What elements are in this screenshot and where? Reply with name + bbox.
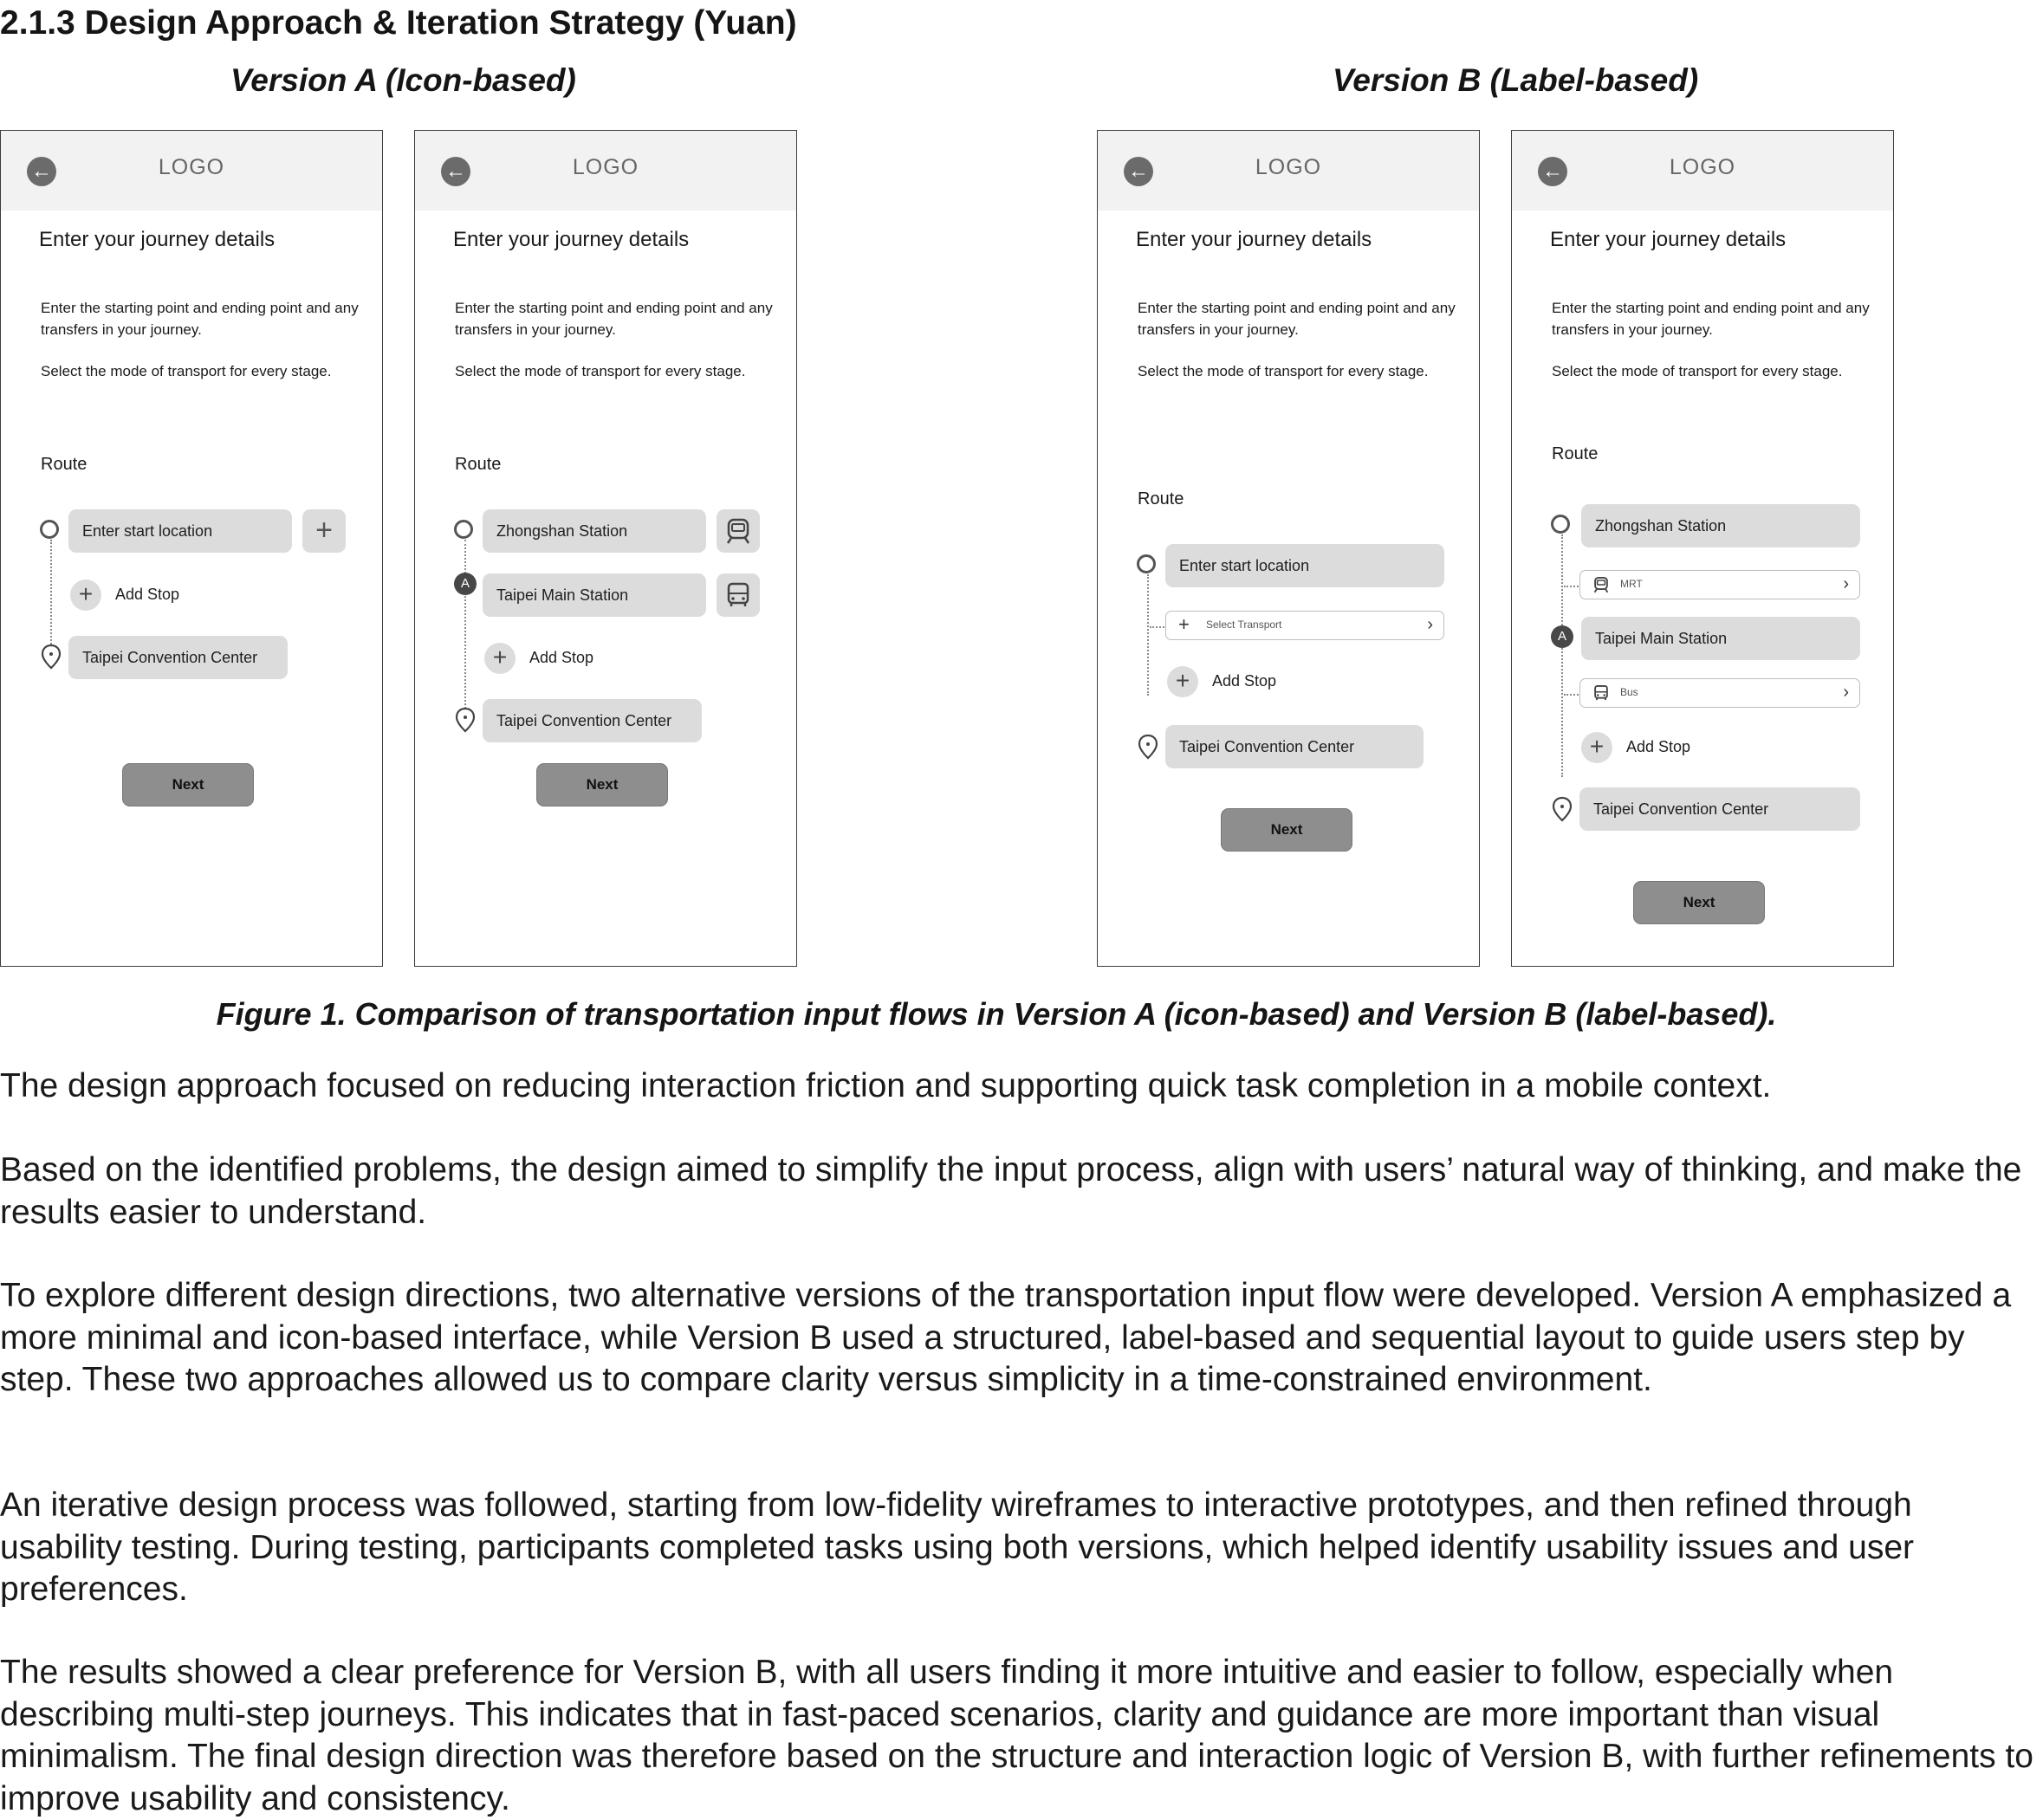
destination-pin-icon xyxy=(40,644,62,670)
app-header xyxy=(415,131,796,210)
add-transport-button[interactable]: + xyxy=(302,509,346,553)
instruction-text: Select the mode of transport for every stage. xyxy=(455,363,746,379)
metro-icon[interactable] xyxy=(717,509,760,553)
next-button[interactable]: Next xyxy=(1221,808,1352,852)
start-node-icon xyxy=(40,520,59,539)
bus-icon xyxy=(1592,683,1610,702)
next-button[interactable]: Next xyxy=(1633,881,1765,924)
start-location-input[interactable]: Enter start location xyxy=(1165,544,1444,587)
destination-input[interactable]: Taipei Convention Center xyxy=(68,636,288,679)
app-header xyxy=(1098,131,1479,210)
start-location-input[interactable]: Zhongshan Station xyxy=(483,509,706,553)
screen-heading: Enter your journey details xyxy=(39,228,276,251)
version-b-title: Version B (Label-based) xyxy=(1333,62,1699,98)
add-stop-button[interactable]: Add Stop xyxy=(1626,738,1691,755)
add-stop-button[interactable]: Add Stop xyxy=(115,586,180,603)
back-arrow-icon[interactable]: ← xyxy=(441,157,470,186)
plus-icon[interactable]: + xyxy=(70,580,101,611)
wireframe-version-b-screen-2 xyxy=(1511,130,1894,967)
body-paragraph: An iterative design process was followed, starting from low-fidelity wireframes to interactive prototypes, and then refined through usability testing. During testing, participants completed tasks using both versions, which helped identify usability issues and user preferences. xyxy=(0,1486,1915,1608)
transport-placeholder: Select Transport xyxy=(1206,619,1282,631)
next-button[interactable]: Next xyxy=(122,763,254,806)
route-label: Route xyxy=(455,455,502,474)
logo: LOGO xyxy=(1669,155,1736,179)
instruction-text: Enter the starting point and ending point and any transfers in your journey. xyxy=(1552,300,1870,338)
screen-heading: Enter your journey details xyxy=(1136,228,1372,251)
wireframe-version-a-screen-2 xyxy=(414,130,797,967)
start-node-icon xyxy=(1551,515,1570,534)
chevron-right-icon: › xyxy=(1427,615,1433,634)
destination-input[interactable]: Taipei Convention Center xyxy=(1579,787,1860,831)
metro-icon xyxy=(1592,574,1610,593)
stop-a-badge: A xyxy=(1551,625,1573,648)
instruction-text: Enter the starting point and ending point and any transfers in your journey. xyxy=(455,300,773,338)
transport-label: MRT xyxy=(1620,578,1643,590)
version-a-title: Version A (Icon-based) xyxy=(230,62,576,98)
start-location-input[interactable]: Zhongshan Station xyxy=(1581,504,1860,547)
plus-icon: + xyxy=(1178,613,1190,635)
instruction-text: Select the mode of transport for every stage. xyxy=(1552,363,1843,379)
next-button[interactable]: Next xyxy=(536,763,668,806)
instruction-text: Enter the starting point and ending point and any transfers in your journey. xyxy=(1138,300,1456,338)
start-node-icon xyxy=(454,520,473,539)
destination-pin-icon xyxy=(1137,734,1159,760)
connector-tick xyxy=(1564,694,1579,696)
route-label: Route xyxy=(1552,444,1599,463)
route-connector xyxy=(464,540,466,726)
logo: LOGO xyxy=(1255,155,1322,179)
wireframe-version-b-screen-1 xyxy=(1097,130,1480,967)
route-connector xyxy=(50,540,52,661)
add-stop-button[interactable]: Add Stop xyxy=(1212,672,1277,690)
start-location-input[interactable]: Enter start location xyxy=(68,509,292,553)
stop-location-input[interactable]: Taipei Main Station xyxy=(483,573,706,617)
body-paragraph: To explore different design directions, two alternative versions of the transportation input flow were developed. Version A emphasized a more minimal and icon-based interface, while Version B used a structured, label-based and sequential layout to guide users step by step. These two approaches allowed us to compare clarity versus simplicity in a time-constrained environment. xyxy=(0,1277,2012,1398)
add-stop-button[interactable]: Add Stop xyxy=(529,649,594,666)
transport-selector-mrt[interactable] xyxy=(1579,570,1860,599)
wireframe-version-a-screen-1 xyxy=(0,130,383,967)
logo: LOGO xyxy=(158,155,225,179)
logo: LOGO xyxy=(572,155,639,179)
plus-icon[interactable]: + xyxy=(1581,732,1612,763)
destination-pin-icon xyxy=(1551,796,1573,822)
back-arrow-icon[interactable]: ← xyxy=(1124,157,1153,186)
screen-heading: Enter your journey details xyxy=(1550,228,1787,251)
route-connector xyxy=(1561,534,1563,777)
chevron-right-icon: › xyxy=(1843,574,1849,593)
destination-pin-icon xyxy=(454,707,477,733)
app-header xyxy=(1,131,382,210)
back-arrow-icon[interactable]: ← xyxy=(1538,157,1567,186)
instruction-text: Enter the starting point and ending point and any transfers in your journey. xyxy=(41,300,359,338)
screen-heading: Enter your journey details xyxy=(453,228,690,251)
body-paragraph: The results showed a clear preference for Version B, with all users finding it more intuitive and easier to follow, especially when describing multi-step journeys. This indicates that in fast-paced scenarios, clarity and guidance are more important than visual minimalism. The final design direction was therefore based on the structure and interaction logic of Version B, with further refinements to improve usability and consistency. xyxy=(0,1654,2033,1817)
section-title: 2.1.3 Design Approach & Iteration Strategy (Yuan) xyxy=(0,4,797,42)
stop-location-input[interactable]: Taipei Main Station xyxy=(1581,617,1860,660)
plus-icon[interactable]: + xyxy=(484,643,516,674)
app-header xyxy=(1512,131,1893,210)
destination-input[interactable]: Taipei Convention Center xyxy=(1165,725,1424,768)
start-node-icon xyxy=(1137,554,1156,573)
figure-caption: Figure 1. Comparison of transportation input flows in Version A (icon-based) and Version B (label-based). xyxy=(216,996,1777,1032)
instruction-text: Select the mode of transport for every stage. xyxy=(1138,363,1429,379)
route-label: Route xyxy=(1138,489,1184,508)
body-paragraph: Based on the identified problems, the design aimed to simplify the input process, align with users’ natural way of thinking, and make the results easier to understand. xyxy=(0,1151,2022,1231)
bus-icon[interactable] xyxy=(717,573,760,617)
route-connector xyxy=(1147,574,1149,696)
body-paragraph: The design approach focused on reducing interaction friction and supporting quick task completion in a mobile context. xyxy=(0,1067,1772,1104)
chevron-right-icon: › xyxy=(1843,683,1849,702)
connector-tick xyxy=(1150,626,1164,628)
plus-icon[interactable]: + xyxy=(1167,666,1198,697)
instruction-text: Select the mode of transport for every stage. xyxy=(41,363,332,379)
stop-a-badge: A xyxy=(454,573,477,595)
transport-selector-bus[interactable] xyxy=(1579,678,1860,708)
connector-tick xyxy=(1564,586,1579,587)
select-transport-dropdown[interactable] xyxy=(1165,611,1444,640)
route-label: Route xyxy=(41,455,88,474)
transport-label: Bus xyxy=(1620,686,1638,698)
back-arrow-icon[interactable]: ← xyxy=(27,157,56,186)
destination-input[interactable]: Taipei Convention Center xyxy=(483,699,702,742)
